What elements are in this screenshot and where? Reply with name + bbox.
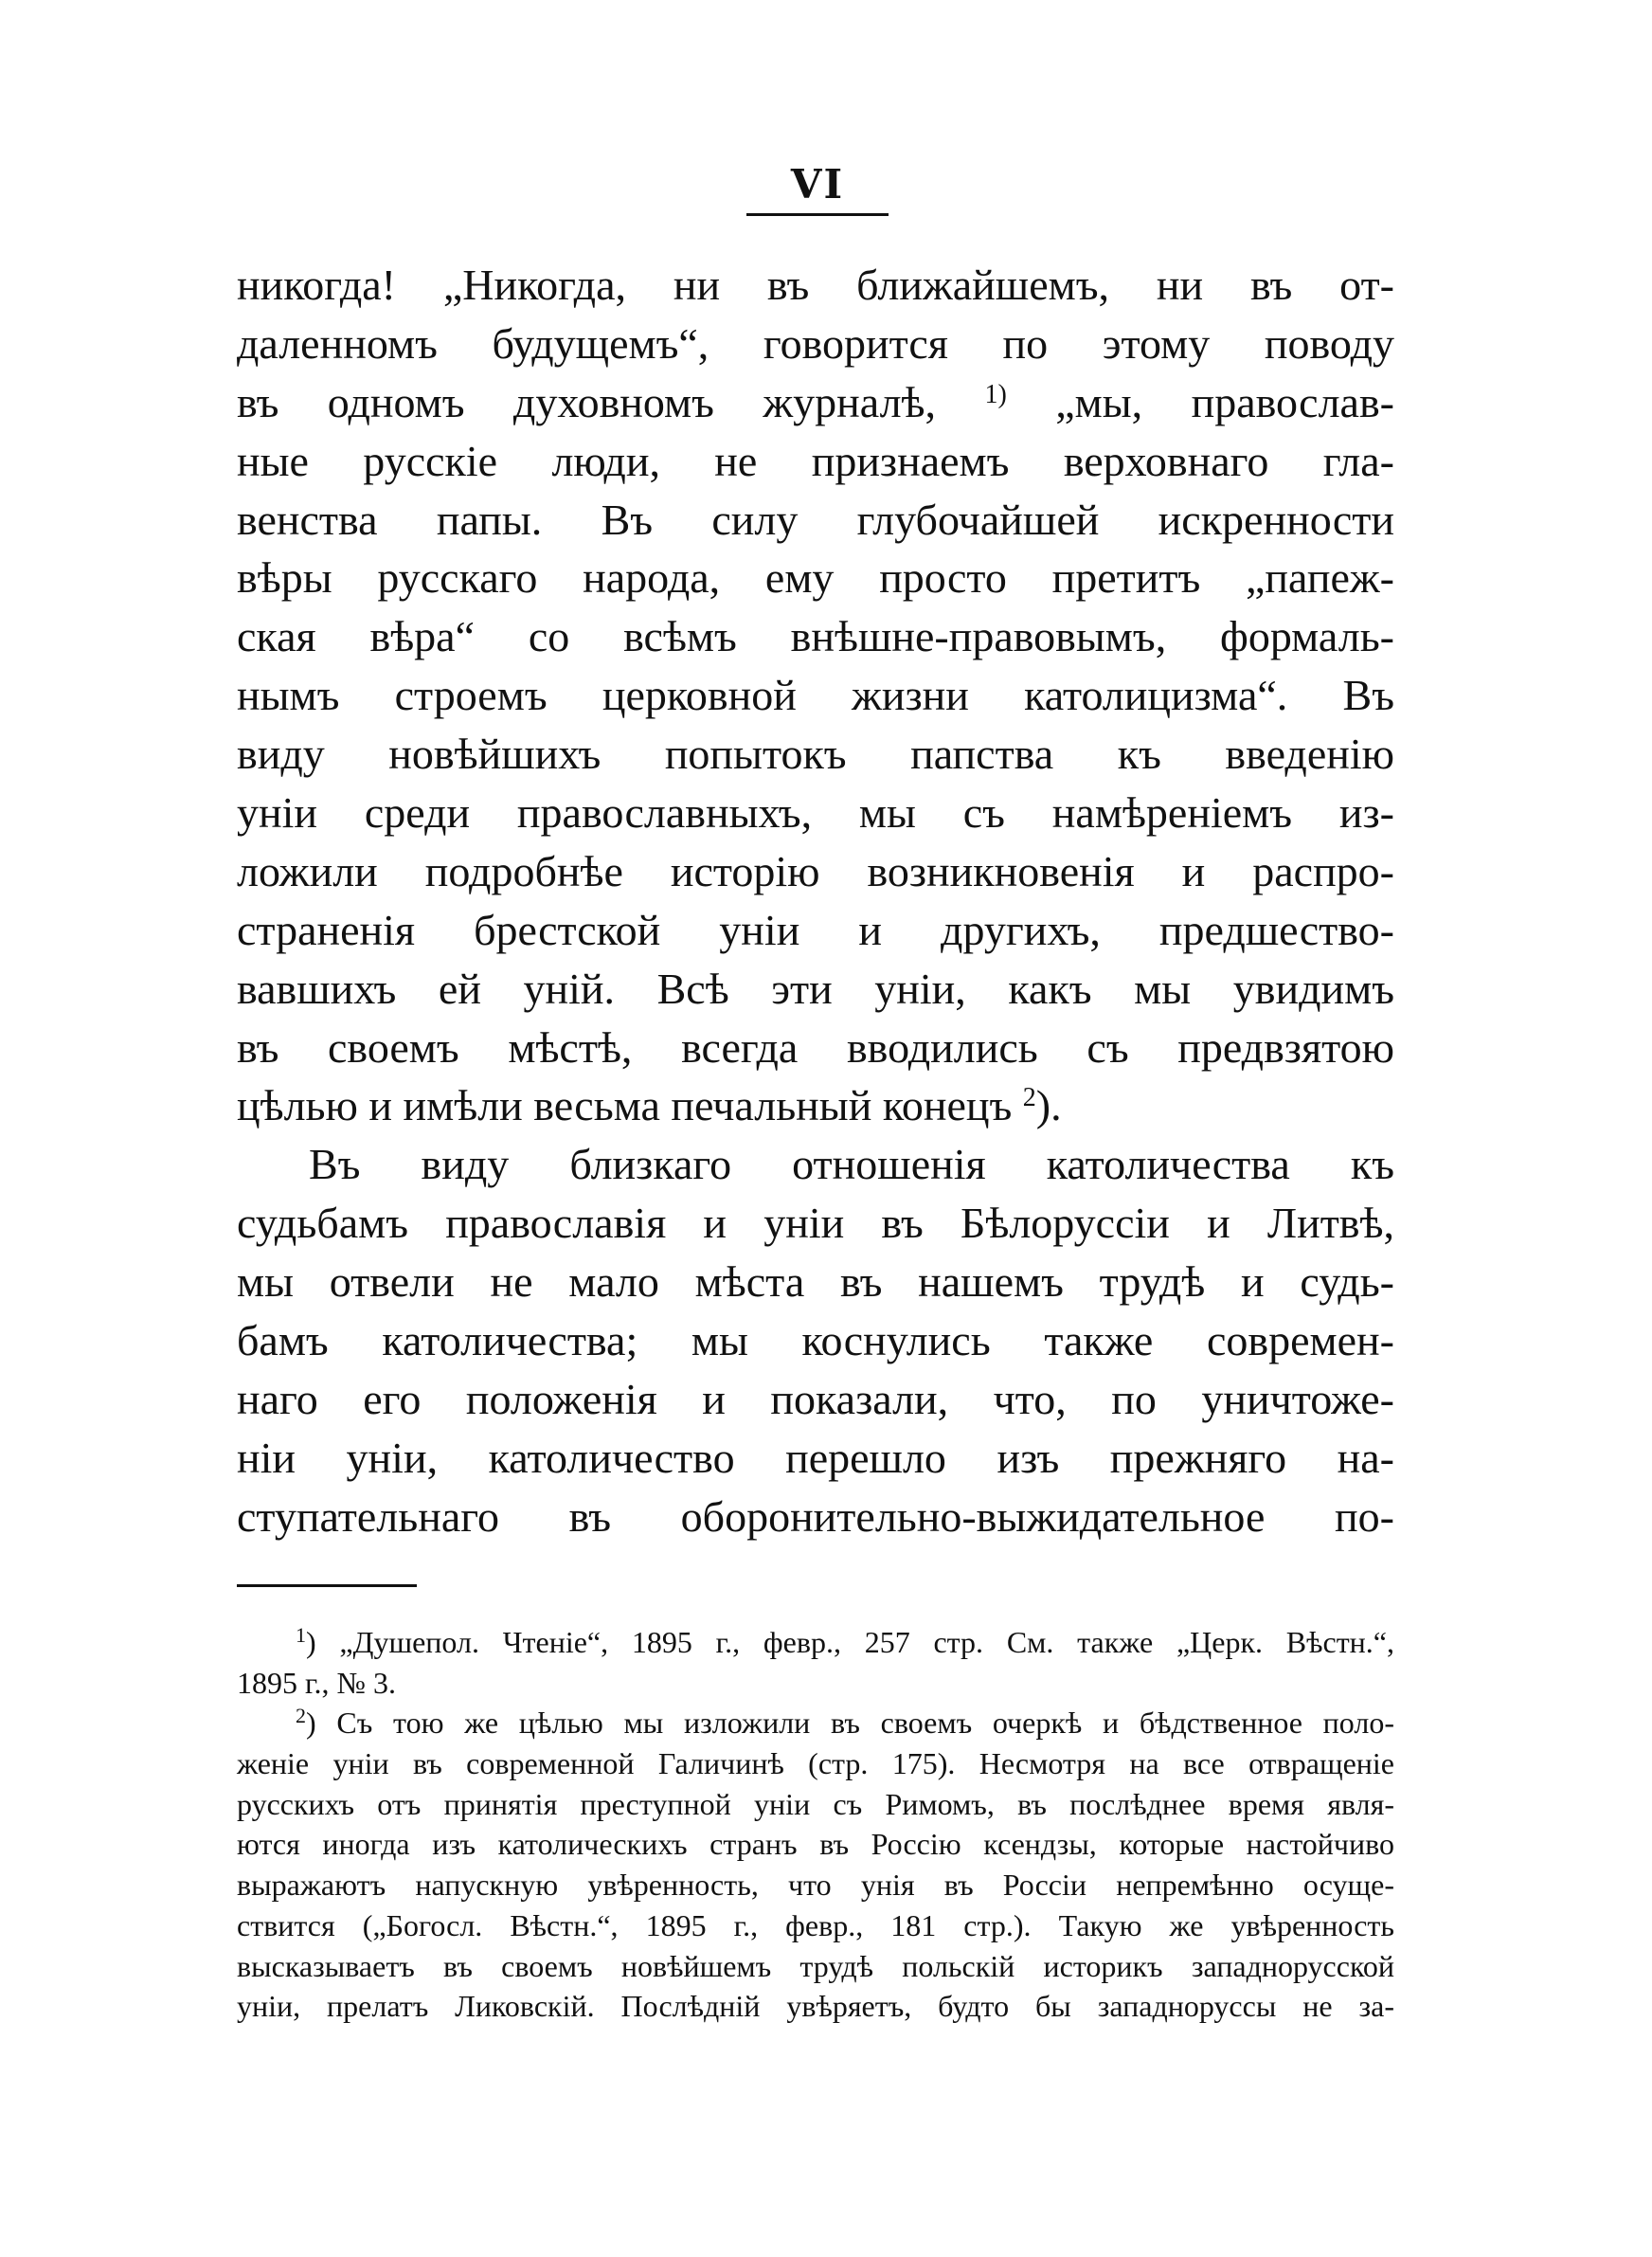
footnote-2-line: женіе уніи въ современной Галичинѣ (стр. 175). Несмотря на все отвращеніе <box>237 1746 1394 1781</box>
text-line: никогда! „Никогда, ни въ ближайшемъ, ни въ от- <box>237 261 1394 309</box>
footnote-2-line: уніи, прелатъ Ликовскій. Послѣдній увѣряетъ, будто бы западноруссы не за- <box>237 1989 1394 2024</box>
footnote-2-line: ются иногда изъ католическихъ странъ въ Россію ксендзы, которые настойчиво <box>237 1827 1394 1862</box>
text-line: вѣры русскаго народа, ему просто претитъ „папеж- <box>237 553 1394 603</box>
text-line: судьбамъ православія и уніи въ Бѣлоруссіи и Литвѣ, <box>237 1199 1394 1248</box>
footnote-1-line: 1895 г., № 3. <box>237 1665 397 1700</box>
text-line: ложили подробнѣе исторію возникновенія и распро- <box>237 846 1394 895</box>
text-line-part: „мы, православ- <box>1006 377 1394 426</box>
text-line: ніи уніи, католичество перешло изъ прежняго на- <box>237 1433 1394 1482</box>
footnote-2-line <box>237 1703 1394 1743</box>
footnote-separator <box>237 1584 417 1587</box>
footnote-1-number: 1 <box>296 1623 306 1647</box>
footnote-2-number: 2 <box>296 1704 306 1728</box>
header-rule <box>746 213 889 216</box>
text-line: мы отвели не мало мѣста въ нашемъ трудѣ и судь- <box>237 1257 1394 1307</box>
footnote-1-text: ) „Душепол. Чтеніе“, 1895 г., февр., 257 стр. См. также „Церк. Вѣстн.“, <box>306 1625 1394 1659</box>
text-line: вавшихъ ей уній. Всѣ эти уніи, какъ мы увидимъ <box>237 964 1394 1013</box>
text-line: ская вѣра“ со всѣмъ внѣшне-правовымъ, формаль- <box>237 612 1394 661</box>
text-line: Въ виду близкаго отношенія католичества къ <box>309 1140 1394 1189</box>
text-line: виду новѣйшихъ попытокъ папства къ введенію <box>237 730 1394 779</box>
text-line: ные русскіе люди, не признаемъ верховнаго гла- <box>237 436 1394 485</box>
footnote-reference-1: 1) <box>984 379 1007 409</box>
text-line <box>237 373 1394 432</box>
footnote-1-line <box>237 1622 1394 1663</box>
text-line: нымъ строемъ церковной жизни католицизма“. Въ <box>237 671 1394 720</box>
text-line-part: цѣлью и имѣли весьма печальный конецъ <box>237 1081 1013 1130</box>
text-line: страненія брестской уніи и другихъ, предшество- <box>237 905 1394 954</box>
footnote-reference-2: 2 <box>1022 1083 1036 1113</box>
text-line: бамъ католичества; мы коснулись также современ- <box>237 1316 1394 1365</box>
footnote-2-line: выражаютъ напускную увѣренность, что унія въ Россіи непремѣнно осуще- <box>237 1868 1394 1903</box>
text-line: уніи среди православныхъ, мы съ намѣреніемъ из- <box>237 788 1394 838</box>
footnotes <box>237 1622 1394 2027</box>
footnote-2-line: ствится („Богосл. Вѣстн.“, 1895 г., февр., 181 стр.). Такую же увѣренность <box>237 1907 1394 1942</box>
page-number: VI <box>790 161 845 208</box>
text-line: въ своемъ мѣстѣ, всегда вводились съ предвзятою <box>237 1022 1394 1072</box>
text-line: ступательнаго въ оборонительно-выжидательное по- <box>237 1491 1394 1541</box>
main-text <box>237 256 1394 1546</box>
footnote-2-text: ) Съ тою же цѣлью мы изложили въ своемъ очеркѣ и бѣдственное поло- <box>306 1706 1394 1741</box>
text-line: наго его положенія и показали, что, по уничтоже- <box>237 1374 1394 1423</box>
text-line: венства папы. Въ силу глубочайшей искренности <box>237 495 1394 544</box>
text-line: даленномъ будущемъ“, говорится по этому поводу <box>237 318 1394 368</box>
text-line-part: ). <box>1035 1081 1062 1130</box>
text-line <box>237 1076 1394 1135</box>
text-line-part: въ одномъ духовномъ журналѣ, <box>237 377 937 426</box>
footnote-2-line: высказываетъ въ своемъ новѣйшемъ трудѣ польскій историкъ западнорусской <box>237 1948 1394 1983</box>
footnote-2-line: русскихъ отъ принятія преступной уніи съ Римомъ, въ послѣднее время явля- <box>237 1786 1394 1821</box>
